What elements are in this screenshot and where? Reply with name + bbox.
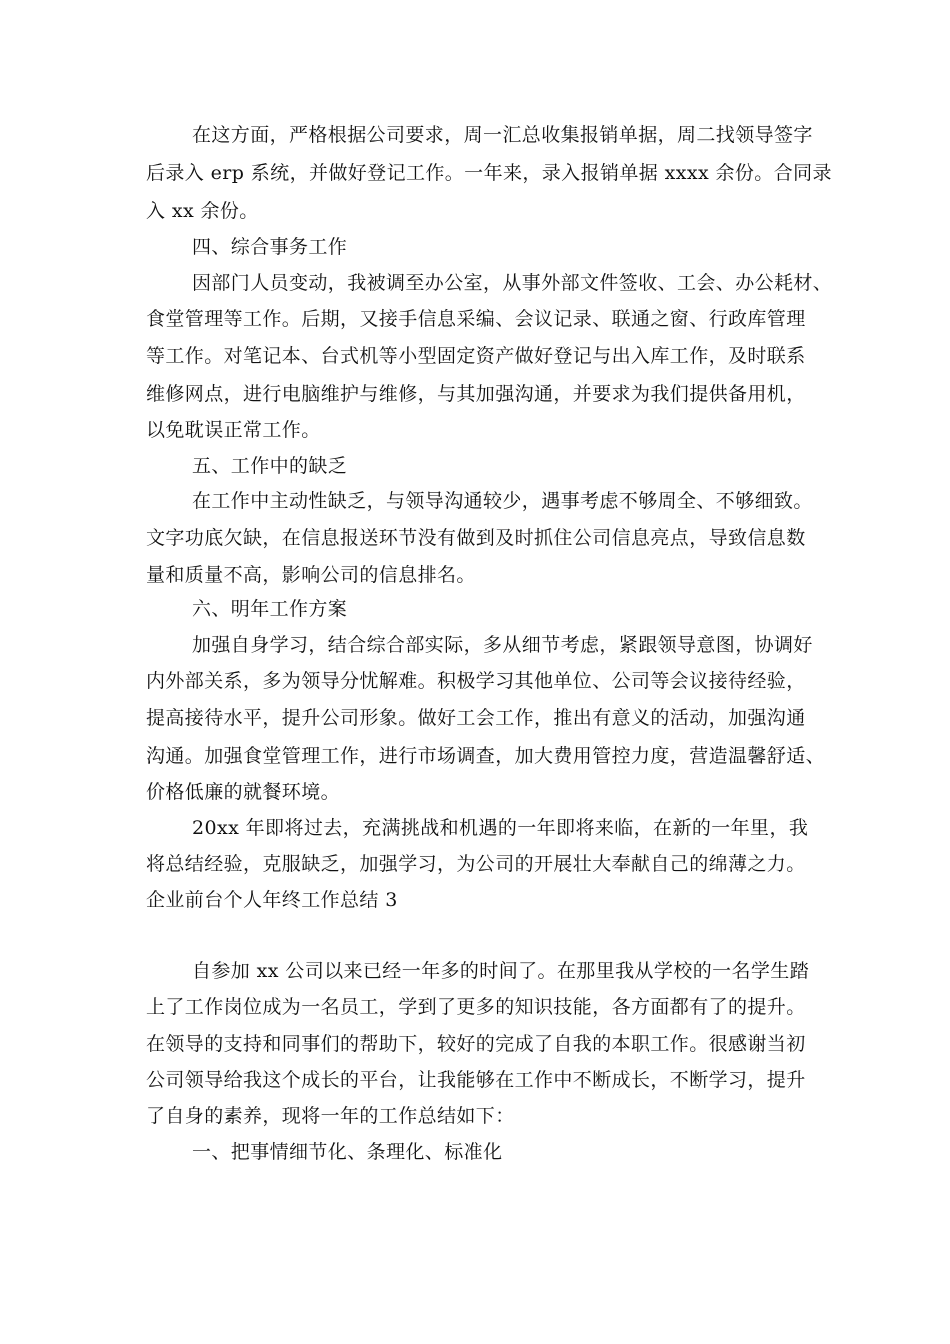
paragraph-line: 食堂管理等工作。后期，又接手信息采编、会议记录、联通之窗、行政库管理 [146, 308, 806, 330]
paragraph-line: 等工作。对笔记本、台式机等小型固定资产做好登记与出入库工作，及时联系 [146, 345, 806, 367]
paragraph-line: 加强自身学习，结合综合部实际，多从细节考虑，紧跟领导意图，协调好 [192, 634, 813, 656]
paragraph-line: 沟通。加强食堂管理工作，进行市场调查，加大费用管控力度，营造温馨舒适、 [146, 745, 826, 767]
paragraph-line: 在这方面，严格根据公司要求，周一汇总收集报销单据，周二找领导签字 [192, 124, 813, 146]
paragraph-line: 因部门人员变动，我被调至办公室，从事外部文件签收、工会、办公耗材、 [192, 272, 833, 294]
paragraph-line: 公司领导给我这个成长的平台，让我能够在工作中不断成长，不断学习，提升 [146, 1069, 806, 1091]
paragraph-line: 将总结经验，克服缺乏，加强学习，为公司的开展壮大奉献自己的绵薄之力。 [146, 853, 806, 875]
paragraph-line: 20xx 年即将过去，充满挑战和机遇的一年即将来临，在新的一年里，我 [192, 817, 809, 839]
paragraph-line: 自参加 xx 公司以来已经一年多的时间了。在那里我从学校的一名学生踏 [192, 960, 810, 982]
paragraph-line: 量和质量不高，影响公司的信息排名。 [146, 564, 476, 586]
paragraph-line: 维修网点，进行电脑维护与维修，与其加强沟通，并要求为我们提供备用机， [146, 383, 806, 405]
article-title: 企业前台个人年终工作总结 3 [146, 889, 398, 911]
paragraph-line: 文字功底欠缺，在信息报送环节没有做到及时抓住公司信息亮点，导致信息数 [146, 527, 806, 549]
paragraph-line: 在工作中主动性缺乏，与领导沟通较少，遇事考虑不够周全、不够细致。 [192, 490, 813, 512]
paragraph-line: 以免耽误正常工作。 [146, 419, 321, 441]
paragraph-line: 入 xx 余份。 [146, 200, 259, 222]
paragraph-line: 了自身的素养，现将一年的工作总结如下： [146, 1105, 515, 1127]
paragraph-line: 内外部关系，多为领导分忧解难。积极学习其他单位、公司等会议接待经验， [146, 670, 806, 692]
section-heading: 四、综合事务工作 [192, 236, 348, 258]
section-heading: 五、工作中的缺乏 [192, 455, 348, 477]
paragraph-line: 价格低廉的就餐环境。 [146, 781, 341, 803]
paragraph-line: 在领导的支持和同事们的帮助下，较好的完成了自我的本职工作。很感谢当初 [146, 1033, 806, 1055]
paragraph-line: 上了工作岗位成为一名员工，学到了更多的知识技能，各方面都有了的提升。 [146, 996, 806, 1018]
section-heading: 六、明年工作方案 [192, 598, 348, 620]
paragraph-line: 提高接待水平，提升公司形象。做好工会工作，推出有意义的活动，加强沟通 [146, 707, 806, 729]
paragraph-line: 后录入 erp 系统，并做好登记工作。一年来，录入报销单据 xxxx 余份。合同录 [146, 162, 832, 184]
section-heading: 一、把事情细节化、条理化、标准化 [192, 1141, 503, 1163]
